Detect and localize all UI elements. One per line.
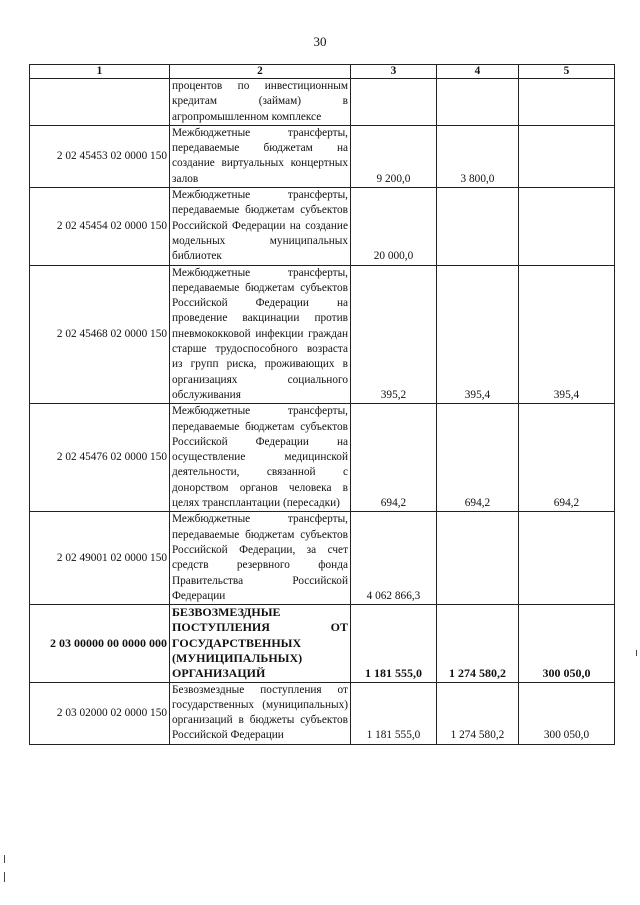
row-value-col3: 694,2 [351, 404, 437, 512]
row-description: Межбюджетные трансферты, передаваемые бюджетам субъектов Российской Федерации, за счет средств резервного фонда Правительства Российской Федерации [170, 512, 351, 605]
row-value-col5 [519, 125, 615, 187]
row-value-col4: 1 274 580,2 [437, 605, 519, 682]
row-description: Межбюджетные трансферты, передаваемые бюджетам субъектов Российской Федерации на осуществление медицинской деятельности, связанной с донорством органов человека в целях трансплантации (пересадки) [170, 404, 351, 512]
row-description: Межбюджетные трансферты, передаваемые бюджетам на создание виртуальных концертных залов [170, 125, 351, 187]
row-description: Безвозмездные поступления от государственных (муниципальных) организаций в бюджеты субъектов Российской Федерации [170, 682, 351, 744]
row-code: 2 03 02000 02 0000 150 [30, 682, 170, 744]
table-row [30, 125, 615, 187]
column-header-4: 4 [437, 65, 519, 79]
row-code: 2 02 45476 02 0000 150 [30, 404, 170, 512]
page-number: 30 [313, 34, 327, 49]
row-code [30, 79, 170, 126]
row-description: Межбюджетные трансферты, передаваемые бюджетам субъектов Российской Федерации на создание модельных муниципальных библиотек [170, 188, 351, 265]
scan-mark [4, 855, 5, 863]
table-row [30, 188, 615, 265]
table-row-section-total [30, 605, 615, 682]
row-code: 2 03 00000 00 0000 000 [30, 605, 170, 682]
row-value-col4: 3 800,0 [437, 125, 519, 187]
table-row [30, 404, 615, 512]
row-value-col5 [519, 79, 615, 126]
row-value-col3: 1 181 555,0 [351, 682, 437, 744]
row-value-col5: 300 050,0 [519, 605, 615, 682]
budget-table [29, 64, 615, 745]
row-value-col5: 395,4 [519, 265, 615, 404]
row-value-col4: 694,2 [437, 404, 519, 512]
row-description: Межбюджетные трансферты, передаваемые бюджетам субъектов Российской Федерации на проведение вакцинации против пневмококковой инфекции граждан старше трудоспособного возраста из групп риска, проживающих в организациях социального обслуживания [170, 265, 351, 404]
row-value-col5: 300 050,0 [519, 682, 615, 744]
row-code: 2 02 45454 02 0000 150 [30, 188, 170, 265]
scan-mark [4, 872, 5, 882]
row-value-col3: 4 062 866,3 [351, 512, 437, 605]
row-value-col4: 1 274 580,2 [437, 682, 519, 744]
table-row [30, 79, 615, 126]
row-value-col4 [437, 188, 519, 265]
table-header-row [30, 65, 615, 79]
column-header-5: 5 [519, 65, 615, 79]
row-value-col4: 395,4 [437, 265, 519, 404]
table-row [30, 682, 615, 744]
row-value-col5 [519, 512, 615, 605]
column-header-1: 1 [30, 65, 170, 79]
row-value-col5: 694,2 [519, 404, 615, 512]
row-value-col4 [437, 79, 519, 126]
row-code: 2 02 45468 02 0000 150 [30, 265, 170, 404]
row-value-col3: 395,2 [351, 265, 437, 404]
column-header-2: 2 [170, 65, 351, 79]
column-header-3: 3 [351, 65, 437, 79]
table-row [30, 512, 615, 605]
row-code: 2 02 45453 02 0000 150 [30, 125, 170, 187]
row-code: 2 02 49001 02 0000 150 [30, 512, 170, 605]
row-value-col3 [351, 79, 437, 126]
row-value-col4 [437, 512, 519, 605]
row-value-col3: 1 181 555,0 [351, 605, 437, 682]
row-description: процентов по инвестиционным кредитам (займам) в агропромышленном комплексе [170, 79, 351, 126]
row-description: БЕЗВОЗМЕЗДНЫЕ ПОСТУПЛЕНИЯ ОТ ГОСУДАРСТВЕННЫХ (МУНИЦИПАЛЬНЫХ) ОРГАНИЗАЦИЙ [170, 605, 351, 682]
row-value-col3: 9 200,0 [351, 125, 437, 187]
table-row [30, 265, 615, 404]
row-value-col5 [519, 188, 615, 265]
scan-mark [636, 650, 637, 656]
row-value-col3: 20 000,0 [351, 188, 437, 265]
